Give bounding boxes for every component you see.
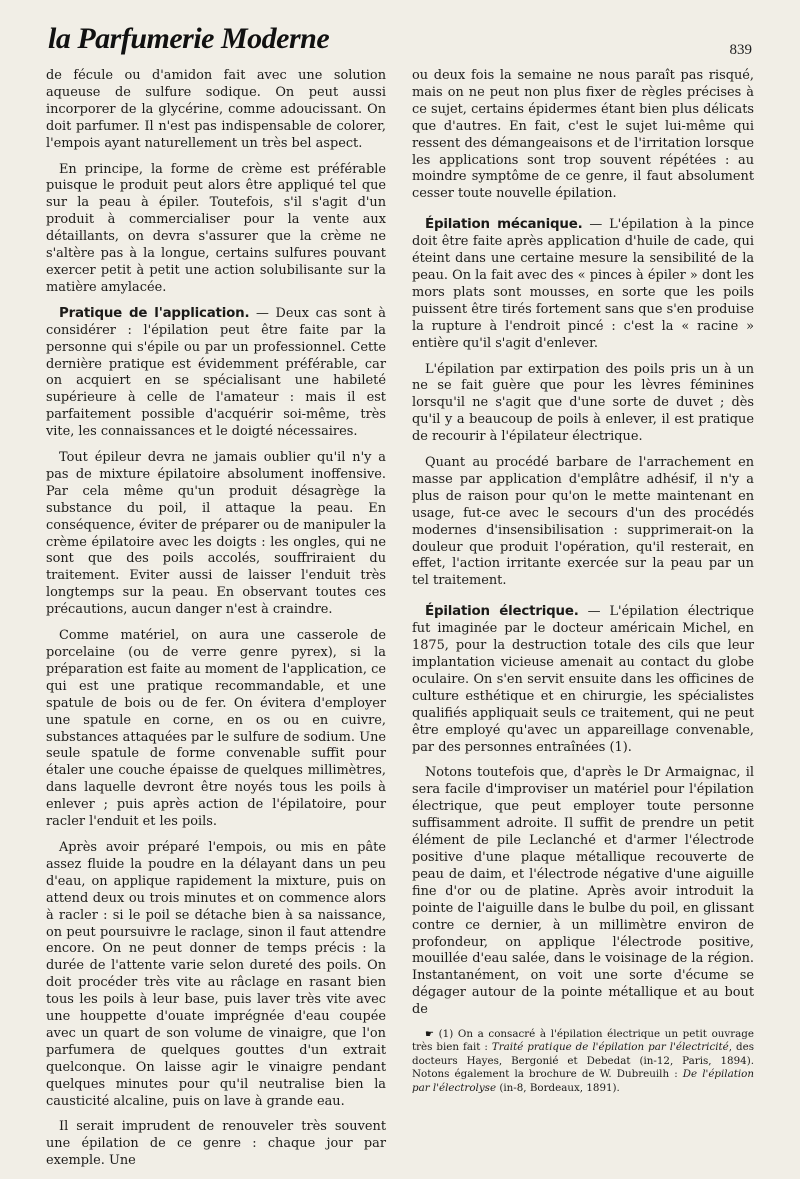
right-column bbox=[412, 68, 754, 1095]
paragraph: Comme matériel, on aura une casserole de porcelaine (ou de verre genre pyrex), si la préparation est faite au moment de l'application, ce qui est une pratique recommandable, et une spatule de bois ou de fer. On évitera d'employer une spatule en corne, en os ou en cuivre, substances attaquées par le sulfure de sodium. Une seule spatule de forme convenable suffit pour étaler une couche épaisse de quelques millimètres, dans laquelle devront être noyés tous les poils à enlever ; puis après action de l'épilatoire, pour racler l'enduit et les poils. bbox=[46, 628, 386, 830]
left-column bbox=[46, 68, 386, 1179]
footnote-title: De l'épilation par l'électrolyse bbox=[412, 1068, 755, 1094]
paragraph: Quant au procédé barbare de l'arrachement en masse par application d'emplâtre adhésif, il n'y a plus de raison pour qu'on le mette maintenant en usage, fut-ce avec le secours d'un des procédés modernes d'insensibilisation : supprimerait-on la douleur que produit l'opération, qu'il resterait, en effet, l'action irritante exercée sur la peau par un tel traitement. bbox=[412, 455, 754, 589]
footnote-text: , des docteurs Hayes, Bergonié et Debedat (in-12, Paris, 1894). Notons également la brochure de W. Dubreuilh : bbox=[412, 1041, 755, 1081]
footnote-text: (1) On a consacré à l'épilation électrique un petit ouvrage très bien fait : bbox=[412, 1028, 754, 1054]
paragraph: Tout épileur devra ne jamais oublier qu'il n'y a pas de mixture épilatoire absolument inoffensive. Par cela même qu'un produit désagrège la substance du poil, il attaque la peau. En conséquence, éviter de préparer ou de manipuler la crème épilatoire avec les doigts : les ongles, qui ne sont que des poils accolés, souffriraient du traitement. Eviter aussi de laisser l'enduit très longtemps sur la peau. En observant toutes ces précautions, aucun danger n'est à craindre. bbox=[46, 450, 387, 618]
paragraph: ou deux fois la semaine ne nous paraît pas risqué, mais on ne peut non plus fixer de règles précises à ce sujet, certains épidermes étant bien plus délicats que d'autres. En fait, c'est le sujet lui-même qui ressent des démangeaisons et de l'irritation lorsque les applications sont trop souvent répétées : au moindre symptôme de ce genre, il faut absolument cesser toute nouvelle épilation. bbox=[412, 68, 754, 202]
section-heading-epilation-electrique: Épilation électrique. bbox=[425, 604, 579, 620]
footnote-title: Traité pratique de l'épilation par l'électricité bbox=[491, 1041, 729, 1054]
paragraph: L'épilation par extirpation des poils pris un à un ne se fait guère que pour les lèvres féminines lorsqu'il ne s'agit que d'une sorte de duvet ; dès qu'il y a beaucoup de poils à enlever, il est pratique de recourir à l'épilateur électrique. bbox=[412, 361, 754, 445]
paragraph-text: — Deux cas sont à considérer : l'épilation peut être faite par la personne qui s'épile ou par un professionnel. Cette dernière pratique est évidemment préférable, car on acquiert en se spécialisant une habileté supérieure à celle de l'amateur : mais il est parfaitement possible d'acquérir soi-même, très vite, les connaissances et le doigté nécessaires. bbox=[46, 305, 386, 440]
section-heading-pratique: Pratique de l'application. bbox=[59, 305, 250, 321]
section-heading-epilation-mecanique: Épilation mécanique. bbox=[425, 217, 583, 233]
paragraph-epilation-electrique bbox=[412, 604, 754, 756]
paragraph: de fécule ou d'amidon fait avec une solution aqueuse de sulfure sodique. On peut aussi incorporer de la glycérine, comme adoucissant. On doit parfumer. Il n'est pas indispensable de colorer, l'empois ayant naturellement un très bel aspect. bbox=[46, 68, 386, 151]
paragraph: Après avoir préparé l'empois, ou mis en pâte assez fluide la poudre en la délayant dans un peu d'eau, on applique rapidement la mixture, puis on attend deux ou trois minutes et on commence alors à racler : si le poil se détache bien à sa naissance, on peut poursuivre le raclage, sinon il faut attendre encore. On ne peut donner de temps précis : la durée de l'attente varie selon dureté des poils. On doit procéder très vite au râclage en rasant bien tous les poils à leur base, puis laver très vite avec une houppette d'ouate imprégnée d'eau coupée avec un quart de son volume de vinaigre, que l'on parfumera de quelques gouttes d'un extrait quelconque. On laisse agir le vinaigre pendant quelques minutes pour qu'il neutralise bien la causticité alcaline, puis on lave à grande eau. bbox=[46, 839, 386, 1109]
footnote bbox=[412, 1028, 754, 1095]
pointing-hand-icon: ☛ bbox=[425, 1029, 434, 1041]
paragraph: Il serait imprudent de renouveler très souvent une épilation de ce genre : chaque jour par exemple. Une bbox=[46, 1119, 386, 1169]
page-number: 839 bbox=[729, 42, 752, 58]
footnote-text: (in-8, Bordeaux, 1891). bbox=[496, 1081, 620, 1094]
paragraph-text: — L'épilation électrique fut imaginée par le docteur américain Michel, en 1875, pour la destruction totale des cils que leur implantation vicieuse amenait au contact du globe oculaire. On s'en servit ensuite dans les officines de culture esthétique et en chirurgie, les spécialistes qualifiés appliquait seuls ce traitement, qui ne peut être employé qu'avec un appareillage convenable, par des personnes entraînées (1). bbox=[412, 604, 754, 755]
paragraph: En principe, la forme de crème est préférable puisque le produit peut alors être appliqué tel que sur la peau à épiler. Toutefois, s'il s'agit d'un produit à commercialiser pour la vente aux détaillants, on devra s'assurer que la crème ne s'altère pas à la longue, certains sulfures pouvant exercer petit à petit une action solubilisante sur la matière amylacée. bbox=[46, 161, 386, 295]
paragraph-pratique bbox=[46, 306, 386, 441]
paragraph-epilation-mecanique bbox=[412, 217, 754, 352]
paragraph: Notons toutefois que, d'après le Dr Armaignac, il sera facile d'improviser un matériel pour l'épilation électrique, que peut employer toute personne suffisamment adroite. Il suffit de prendre un petit élément de pile Leclanché et d'armer l'électrode positive d'une plaque métallique recouverte de peau de daim, et l'électrode négative d'une aiguille fine d'or ou de platine. Après avoir introduit la pointe de l'aiguille dans le bulbe du poil, en glissant contre ce dernier, à un millimètre environ de profondeur, on applique l'électrode positive, mouillée d'eau salée, dans le voisinage de la région. Instantanément, on voit une sorte d'écume se dégager autour de la pointe métallique et au bout de bbox=[412, 765, 754, 1018]
paragraph-text: — L'épilation à la pince doit être faite après application d'huile de cade, qui éteint dans une certaine mesure la sensibilité de la peau. On la fait avec des « pinces à épiler » dont les mors plats sont mousses, en sorte que les poils puissent être tirés fortement sans que s'en produise la rupture à l'endroit pincé : c'est la « racine » entière qu'il s'agit d'enlever. bbox=[412, 217, 754, 351]
journal-masthead: la Parfumerie Moderne bbox=[48, 22, 330, 55]
